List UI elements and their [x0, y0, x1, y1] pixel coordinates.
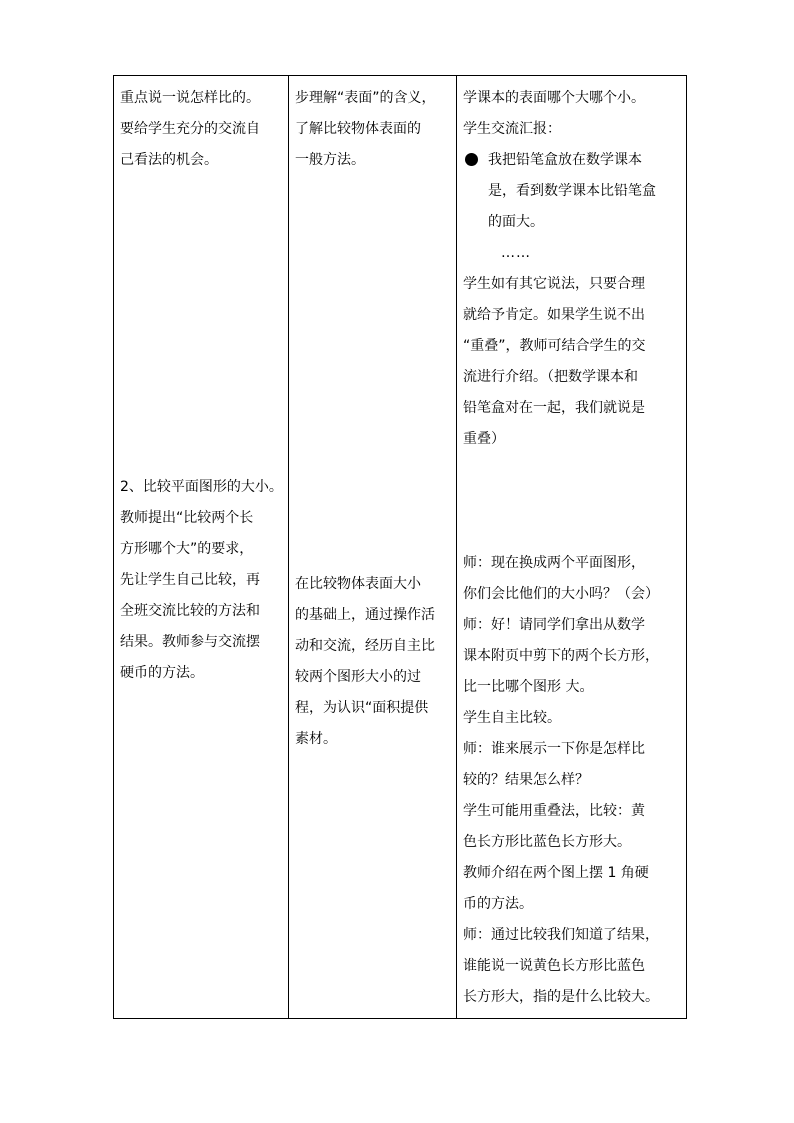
- bullet-dot-icon: [465, 153, 478, 166]
- line: 学生交流汇报：: [463, 121, 561, 137]
- line: 重叠）: [463, 431, 505, 447]
- line: 就给予肯定。如果学生说不出: [463, 307, 645, 323]
- line: 己看法的机会。: [120, 152, 218, 168]
- line: 谁能说一说黄色长方形比蓝色: [463, 958, 645, 974]
- line: 步理解“表面”的含义，: [295, 90, 436, 106]
- section-heading: 2、比较平面图形的大小。: [120, 479, 283, 495]
- line: 方形哪个大”的要求，: [120, 541, 254, 557]
- line: 全班交流比较的方法和: [120, 603, 260, 619]
- spacer: [295, 176, 456, 569]
- line: 长方形大，指的是什么比较大。: [463, 989, 659, 1005]
- line: 程，为认识“面积提供: [295, 700, 429, 716]
- line: 课本附页中剪下的两个长方形，: [463, 648, 659, 664]
- table-row: [114, 76, 687, 1019]
- line: 你们会比他们的大小吗？（会）: [463, 586, 659, 602]
- line: 铅笔盒对在一起，我们就说是: [463, 400, 645, 416]
- line: 一般方法。: [295, 152, 365, 168]
- column-design-intent: [289, 76, 457, 1019]
- line: 要给学生充分的交流自: [120, 121, 260, 137]
- spacer: [463, 455, 682, 548]
- line: 学生如有其它说法，只要合理: [463, 276, 645, 292]
- cell-content: [289, 76, 456, 755]
- line: 教师提出“比较两个长: [120, 510, 254, 526]
- ellipsis: ……: [501, 245, 531, 261]
- column-teaching-process: [457, 76, 687, 1019]
- line: 学生可能用重叠法，比较：黄: [463, 803, 645, 819]
- line: 是，看到数学课本比铅笔盒: [488, 183, 656, 199]
- line: 了解比较物体表面的: [295, 121, 421, 137]
- cell-content: [457, 76, 686, 1013]
- line: 较的？结果怎么样？: [463, 772, 589, 788]
- column-teacher-notes: [114, 76, 289, 1019]
- line: 素材。: [295, 731, 337, 747]
- line: 重点说一说怎样比的。: [120, 90, 260, 106]
- line: 较两个图形大小的过: [295, 669, 421, 685]
- line: 动和交流，经历自主比: [295, 638, 435, 654]
- cell-content: [114, 76, 288, 689]
- line: 先让学生自己比较，再: [120, 572, 260, 588]
- line: “重叠”，教师可结合学生的交: [463, 338, 646, 354]
- line: 的面大。: [488, 214, 544, 230]
- line: 比一比哪个图形 大。: [463, 679, 594, 695]
- line: 我把铅笔盒放在数学课本: [488, 152, 642, 168]
- line: 学生自主比较。: [463, 710, 561, 726]
- line: 师：现在换成两个平面图形，: [463, 555, 645, 571]
- line: 教师介绍在两个图上摆 1 角硬: [463, 865, 649, 881]
- line: 币的方法。: [463, 896, 533, 912]
- line: 师：好！请同学们拿出从数学: [463, 617, 645, 633]
- line: 流进行介绍。（把数学课本和: [463, 369, 638, 385]
- line: 结果。教师参与交流摆: [120, 634, 260, 650]
- lesson-plan-table: [113, 75, 687, 1019]
- line: 色长方形比蓝色长方形大。: [463, 834, 631, 850]
- line: 在比较物体表面大小: [295, 576, 421, 592]
- bullet-list-item: [463, 145, 682, 238]
- line: 学课本的表面哪个大哪个小。: [463, 90, 645, 106]
- line: 师：谁来展示一下你是怎样比: [463, 741, 645, 757]
- spacer: [120, 176, 288, 472]
- line: 师：通过比较我们知道了结果，: [463, 927, 659, 943]
- line: 硬币的方法。: [120, 665, 204, 681]
- line: 的基础上，通过操作活: [295, 607, 435, 623]
